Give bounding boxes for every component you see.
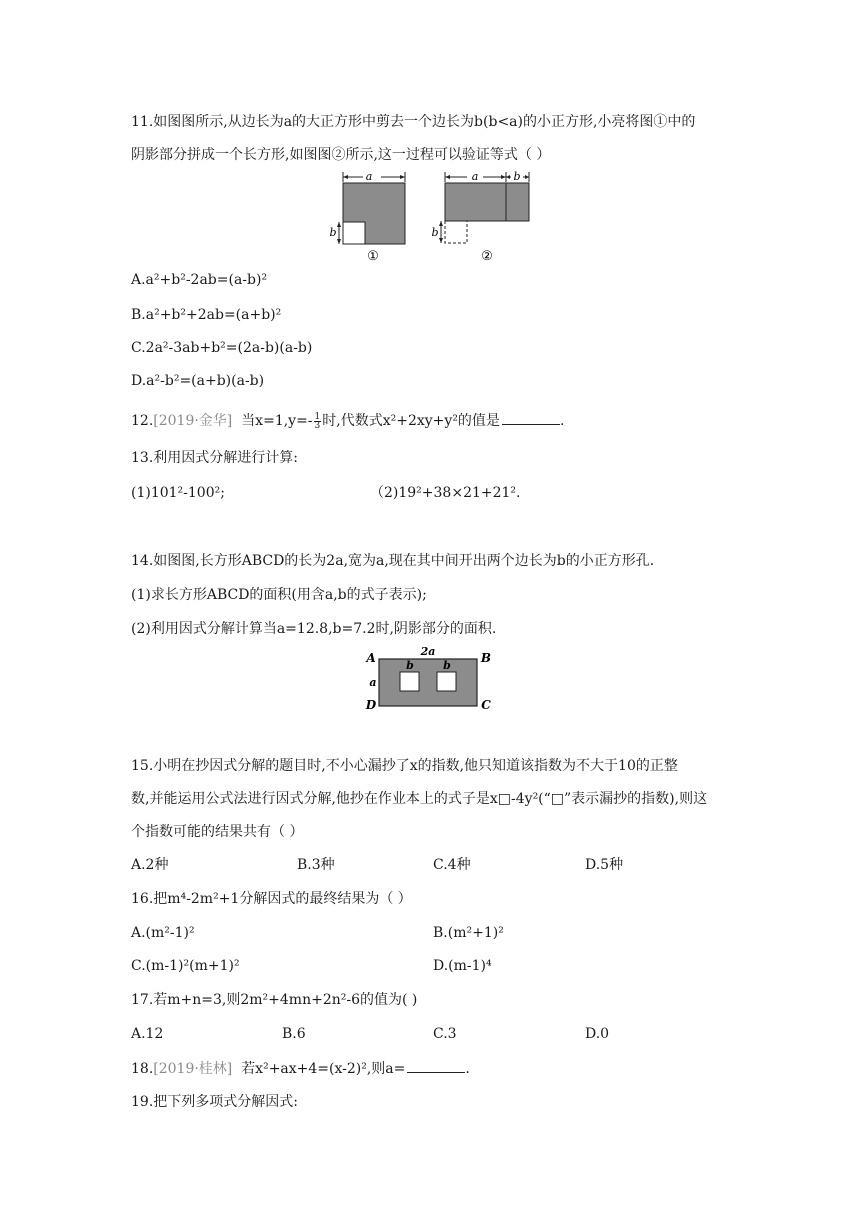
q14-figure	[360, 645, 500, 715]
q15-option-b: B.3种	[297, 857, 335, 873]
q14-label-b-corner: B	[480, 651, 492, 665]
q15-line-3: 个指数可能的结果共有（ ）	[131, 824, 304, 840]
q17-option-b: B.6	[282, 1026, 306, 1042]
q14-line-1: 14.如图图,长方形ABCD的长为2a,宽为a,现在其中间开出两个边长为b的小正方形孔.	[131, 553, 655, 569]
q16-option-a: A.(m²-1)²	[131, 925, 195, 941]
q15-option-c: C.4种	[433, 857, 471, 873]
q14-label-2a: 2a	[420, 645, 436, 658]
fig2-caption: ②	[481, 249, 493, 264]
q18-end: .	[465, 1061, 470, 1077]
q15-option-a: A.2种	[131, 857, 169, 873]
q11-option-c: C.2a²-3ab+b²=(2a-b)(a-b)	[131, 340, 313, 356]
fig1-label-b: b	[329, 226, 337, 239]
q13-part-2: （2)19²+38×21+21².	[370, 485, 521, 501]
q15-line-1: 15.小明在抄因式分解的题目时,不小心漏抄了x的指数,他只知道该指数为不大于10的正整	[131, 758, 678, 774]
q17-option-c: C.3	[433, 1026, 457, 1042]
q16-option-b: B.(m²+1)²	[433, 925, 504, 941]
q19-title: 19.把下列多项式分解因式:	[131, 1094, 298, 1110]
fig1-caption: ①	[367, 249, 379, 264]
q12-fraction	[314, 413, 322, 430]
q12-answer-blank[interactable]	[502, 410, 560, 425]
q12-frac-den: 3	[314, 420, 321, 431]
q14-label-a-side: a	[369, 676, 377, 689]
q12-line	[131, 410, 564, 431]
fig2-label-b-left: b	[431, 226, 439, 239]
q15-line-2: 数,并能运用公式法进行因式分解,他抄在作业本上的式子是x□-4y²(“□”表示漏抄的指数),则这	[131, 791, 708, 807]
q13-title: 13.利用因式分解进行计算:	[131, 450, 298, 466]
q12-prefix: 12.	[131, 413, 154, 429]
q11-option-d: D.a²-b²=(a+b)(a-b)	[131, 373, 265, 389]
q16-title: 16.把m⁴-2m²+1分解因式的最终结果为（ ）	[131, 891, 412, 907]
q18-prefix: 18.	[131, 1061, 154, 1077]
q12-frac-num: 1	[314, 411, 321, 422]
q12-text-after: 时,代数式x²+2xy+y²的值是	[322, 413, 500, 429]
q11-option-b: B.a²+b²+2ab=(a+b)²	[131, 307, 282, 323]
q17-title: 17.若m+n=3,则2m²+4mn+2n²-6的值为( )	[131, 992, 418, 1008]
q14-line-3: (2)利用因式分解计算当a=12.8,b=7.2时,阴影部分的面积.	[131, 621, 497, 637]
fig2-label-b-top: b	[513, 170, 521, 183]
q12-source: [2019·金华]	[153, 413, 233, 429]
q14-label-c-corner: C	[481, 698, 491, 712]
q12-text-before: 当x=1,y=-	[241, 413, 313, 429]
q18-answer-blank[interactable]	[407, 1058, 465, 1073]
q14-label-b-1: b	[406, 659, 414, 672]
fig2-label-a: a	[471, 170, 479, 183]
q14-label-a-corner: A	[366, 651, 376, 665]
q16-option-c: C.(m-1)²(m+1)²	[131, 958, 240, 974]
q18-source: [2019·桂林]	[153, 1061, 233, 1077]
fig1-label-a: a	[365, 170, 373, 183]
q14-line-2: (1)求长方形ABCD的面积(用含a,b的式子表示);	[131, 587, 427, 603]
q17-option-d: D.0	[585, 1026, 610, 1042]
q17-option-a: A.12	[131, 1026, 164, 1042]
q16-option-d: D.(m-1)⁴	[433, 958, 492, 974]
q11-line-2: 阴影部分拼成一个长方形,如图图②所示,这一过程可以验证等式（ ）	[131, 147, 551, 163]
q14-label-b-2: b	[443, 659, 451, 672]
q13-part-1: (1)101²-100²;	[131, 485, 225, 501]
q11-figures	[325, 166, 545, 264]
q11-line-1: 11.如图图所示,从边长为a的大正方形中剪去一个边长为b(b<a)的小正方形,小亮将图①中的	[131, 114, 696, 130]
q14-label-d-corner: D	[365, 698, 377, 712]
q12-end: .	[559, 413, 565, 429]
q11-option-a: A.a²+b²-2ab=(a-b)²	[131, 272, 268, 288]
q18-line	[131, 1058, 470, 1079]
q15-option-d: D.5种	[585, 857, 624, 873]
q18-text: 若x²+ax+4=(x-2)²,则a=	[241, 1061, 406, 1077]
